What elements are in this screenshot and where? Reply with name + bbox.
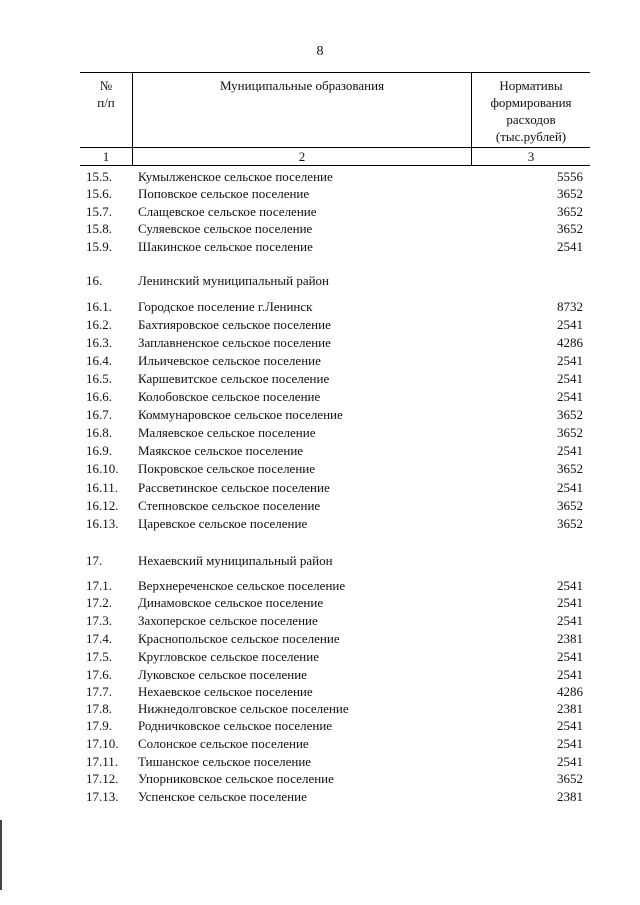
col-number-1: 1 [80,148,133,166]
row-number: 15.5. [86,169,112,184]
table-row [0,238,640,256]
row-value: 2541 [557,718,583,733]
table-row [0,683,640,701]
table-row-section-heading [0,552,640,570]
row-number: 17. [86,553,103,568]
row-number: 16.11. [86,480,119,495]
table-row [0,460,640,478]
row-name: Нехаевское сельское поселение [138,684,313,699]
row-name: Суляевское сельское поселение [138,221,313,236]
header-col-number [80,73,133,148]
row-name: Луковское сельское поселение [138,667,307,682]
row-number: 16.1. [86,299,112,314]
row-value: 2541 [557,480,583,495]
row-number: 16.12. [86,498,119,513]
row-number: 16.6. [86,389,112,404]
row-value: 2541 [557,649,583,664]
row-name: Слащевское сельское поселение [138,204,317,219]
row-value: 5556 [557,169,583,184]
row-number: 17.9. [86,718,112,733]
row-number: 15.7. [86,204,112,219]
row-value: 3652 [557,425,583,440]
row-value: 8732 [557,299,583,314]
table-row [0,735,640,753]
row-number: 17.8. [86,701,112,716]
row-value: 2541 [557,443,583,458]
table-row [0,334,640,352]
row-number: 16.10. [86,461,119,476]
row-value: 2541 [557,239,583,254]
row-value: 2381 [557,789,583,804]
row-number: 17.1. [86,578,112,593]
col-number-3: 3 [472,148,591,166]
row-number: 16.7. [86,407,112,422]
table-row [0,220,640,238]
row-number: 17.6. [86,667,112,682]
row-name: Городское поселение г.Ленинск [138,299,313,314]
row-name: Кругловское сельское поселение [138,649,319,664]
header-col-name [133,73,472,148]
table-row [0,753,640,771]
row-value: 2541 [557,736,583,751]
row-value: 2541 [557,371,583,386]
row-value: 2541 [557,353,583,368]
table-row [0,316,640,334]
header-col-norms-line2: формирования [490,95,572,110]
row-value: 3652 [557,516,583,531]
row-name: Покровское сельское поселение [138,461,316,476]
table-row [0,497,640,515]
row-name: Нехаевский муниципальный район [138,553,333,568]
table-row [0,298,640,316]
table-row [0,515,640,533]
row-name: Маляевское сельское поселение [138,425,316,440]
table-row [0,770,640,788]
row-name: Бахтияровское сельское поселение [138,317,331,332]
row-name: Ленинский муниципальный район [138,273,330,288]
row-name: Верхнереченское сельское поселение [138,578,346,593]
row-value: 3652 [557,186,583,201]
row-name: Захоперское сельское поселение [138,613,318,628]
table-row [0,666,640,684]
table-row [0,406,640,424]
row-name: Краснопольское сельское поселение [138,631,340,646]
row-name: Динамовское сельское поселение [138,595,324,610]
row-number: 17.2. [86,595,112,610]
row-number: 17.4. [86,631,112,646]
table-row [0,717,640,735]
row-name: Царевское сельское поселение [138,516,308,531]
row-value: 3652 [557,771,583,786]
row-number: 16.13. [86,516,119,531]
row-name: Заплавненское сельское поселение [138,335,331,350]
row-name: Коммунаровское сельское поселение [138,407,343,422]
row-number: 17.12. [86,771,119,786]
row-value: 2541 [557,578,583,593]
table-row [0,352,640,370]
table-row [0,168,640,186]
row-number: 17.7. [86,684,112,699]
row-number: 17.11. [86,754,119,769]
row-value: 2541 [557,667,583,682]
table-row [0,630,640,648]
row-name: Колобовское сельское поселение [138,389,321,404]
row-value: 3652 [557,461,583,476]
row-value: 3652 [557,498,583,513]
table-row [0,424,640,442]
table-row [0,185,640,203]
header-col-norms [472,73,591,148]
row-number: 17.5. [86,649,112,664]
header-col-name-text: Муниципальные образования [219,78,385,93]
row-name: Поповское сельское поселение [138,186,310,201]
row-value: 2381 [557,631,583,646]
row-name: Упорниковское сельское поселение [138,771,334,786]
row-name: Маякское сельское поселение [138,443,304,458]
table-row [0,594,640,612]
row-value: 2541 [557,754,583,769]
row-name: Каршевитское сельское поселение [138,371,330,386]
row-value: 2541 [557,595,583,610]
row-number: 17.10. [86,736,119,751]
header-col-norms-line1: Нормативы [499,78,563,93]
table-row [0,648,640,666]
row-number: 15.6. [86,186,112,201]
row-name: Нижнедолговское сельское поселение [138,701,349,716]
row-name: Тишанское сельское поселение [138,754,312,769]
row-name: Степновское сельское поселение [138,498,321,513]
row-value: 3652 [557,407,583,422]
table-row [0,388,640,406]
header-col-norms-line3: расходов [506,112,556,127]
row-value: 2541 [557,317,583,332]
row-number: 16.4. [86,353,112,368]
table-header [80,72,590,166]
row-value: 2541 [557,613,583,628]
row-number: 16.5. [86,371,112,386]
row-value: 3652 [557,204,583,219]
table-row [0,203,640,221]
header-col-norms-line4: (тыс.рублей) [495,129,567,144]
table-row [0,577,640,595]
table-row-section-heading [0,272,640,290]
row-name: Солонское сельское поселение [138,736,309,751]
scan-edge-mark [0,820,2,890]
table-row [0,612,640,630]
page-number: 8 [316,44,324,59]
row-value: 3652 [557,221,583,236]
row-name: Родничковское сельское поселение [138,718,333,733]
row-number: 16.2. [86,317,112,332]
header-col-number-line1: № [99,78,113,93]
row-value: 2381 [557,701,583,716]
row-value: 2541 [557,389,583,404]
row-number: 15.8. [86,221,112,236]
row-number: 16.3. [86,335,112,350]
row-number: 15.9. [86,239,112,254]
row-name: Кумылженское сельское поселение [138,169,333,184]
header-col-number-line2: п/п [97,95,115,110]
row-value: 4286 [557,335,583,350]
row-number: 17.13. [86,789,119,804]
row-name: Успенское сельское поселение [138,789,307,804]
col-number-2: 2 [133,148,472,166]
row-name: Шакинское сельское поселение [138,239,313,254]
row-value: 4286 [557,684,583,699]
table-row [0,442,640,460]
table-row [0,479,640,497]
row-number: 16. [86,273,103,288]
table-row [0,788,640,806]
table-row [0,370,640,388]
row-number: 16.8. [86,425,112,440]
row-number: 16.9. [86,443,112,458]
row-number: 17.3. [86,613,112,628]
table-row [0,700,640,718]
row-name: Рассветинское сельское поселение [138,480,330,495]
row-name: Ильичевское сельское поселение [138,353,321,368]
